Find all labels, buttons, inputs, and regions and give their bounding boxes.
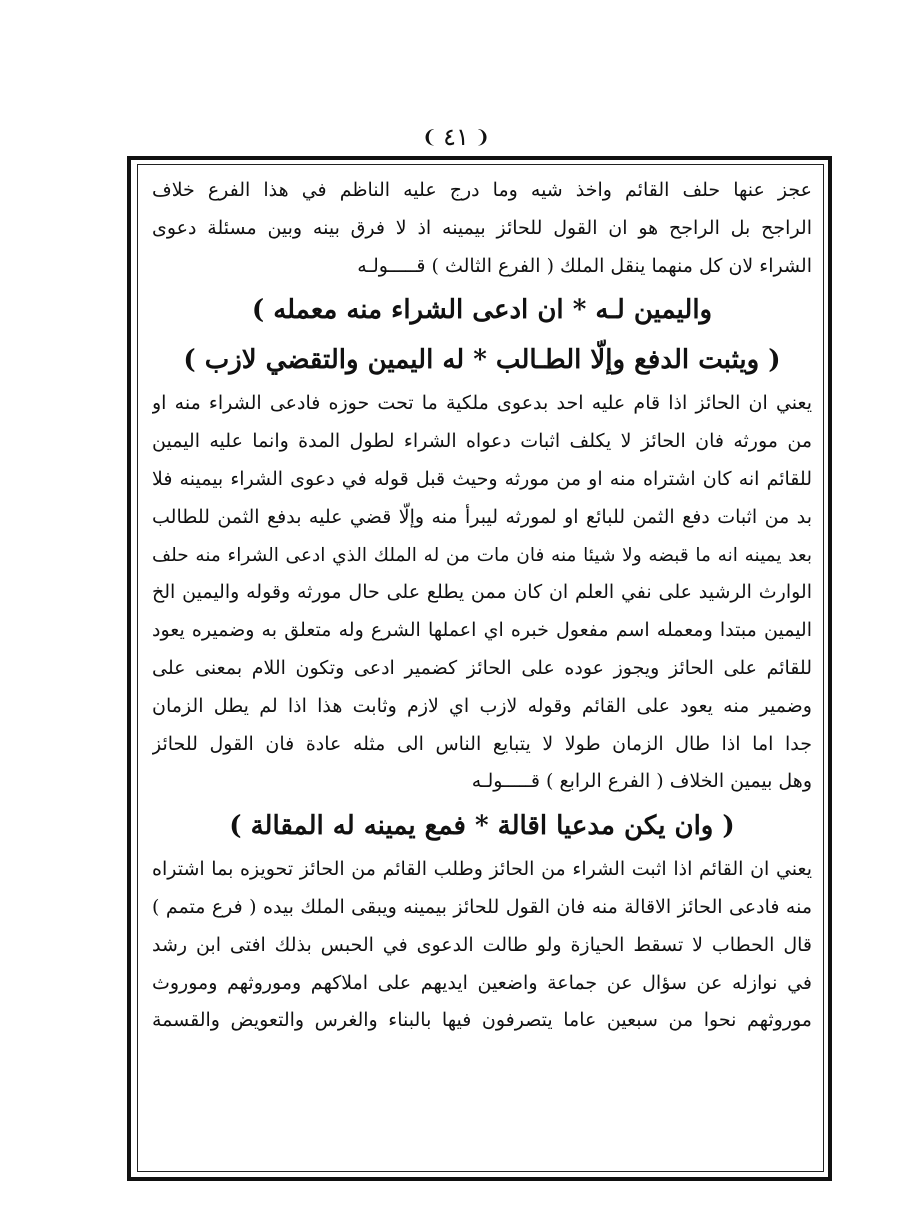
body-line: من مورثه فان الحائز لا يكلف اثبات دعواه الشراء لطول المدة وانما عليه اليمين [152, 430, 812, 453]
body-line: للقائم على الحائز ويجوز عوده على الحائز كضمير ادعى وتكون اللام بمعنى على [152, 656, 812, 679]
body-line: قال الحطاب لا تسقط الحيازة ولو طالت الدعوى في الحبس بذلك افتى ابن رشد [152, 933, 812, 956]
page-body [152, 172, 812, 1172]
page-number [401, 117, 511, 157]
body-line: بد من اثبات دفع الثمن للبائع او لمورثه ليبرأ منه وإلّا قضي عليه بدفع الثمن للطالب [152, 505, 812, 528]
verse-line: واليمين لـه * ان ادعى الشراء منه معمله ) [251, 295, 713, 326]
page-number-value: ٤١ [443, 123, 469, 151]
verse-line: ( وان يكن مدعيا اقالة * فمع يمينه له المقالة ) [229, 811, 735, 842]
verse-line: ( ويثبت الدفع وإلّا الطـالب * له اليمين والتقضي لازب ) [183, 345, 781, 376]
body-line: للقائم انه كان اشتراه منه او من مورثه وحيث قبل قوله في دعوى الشراء بيمينه فلا [152, 467, 812, 490]
body-line: يعني ان القائم اذا اثبت الشراء من الحائز وطلب القائم من الحائز تحويزه بما اشتراه [152, 858, 812, 881]
body-line: عجز عنها حلف القائم واخذ شيه وما درج عليه الناظم في هذا الفرع خلاف [152, 179, 812, 201]
body-line: بعد يمينه انه ما قبضه ولا شيئا منه فان مات من له الملك الذي ادعى الشراء منه حلف [152, 544, 812, 566]
body-line: موروثهم نحوا من سبعين عاما يتصرفون فيها بالبناء والغرس والتعويض والقسمة [152, 1009, 812, 1032]
body-line: منه فادعى الحائز الاقالة منه فان القول للحائز بيمينه ويبقى الملك بيده ( فرع متمم ) [152, 895, 812, 918]
body-line: اليمين مبتدا ومعمله اسم مفعول خبره اي اعملها الشرع وله متعلق به وضميره يعود [152, 619, 812, 642]
page-number-ornament-left: ❩ [422, 126, 438, 148]
body-line: يعني ان الحائز اذا قام عليه احد بدعوى ملكية ما تحت حوزه فادعى الشراء منه او [152, 392, 812, 415]
body-line: وضمير منه يعود على القائم وقوله لازب اي لازم وثابت هذا اذا لم يطل الزمان [152, 694, 812, 717]
page-number-ornament-right: ❨ [474, 126, 490, 148]
body-line: الشراء لان كل منهما ينقل الملك ( الفرع الثالث ) قـــــولـه [357, 254, 812, 277]
body-line: في نوازله عن سؤال عن جماعة واضعين ايديهم على املاكهم وموروثهم وموروث [152, 971, 812, 994]
body-line: الراجح بل الراجح هو ان القول للحائز بيمينه اذ لا فرق بينه وبين مسئلة دعوى [152, 216, 812, 239]
body-line: الوارث الرشيد على نفي العلم ان كان ممن يطلع على حال مورثه وقوله واليمين الخ [152, 581, 812, 604]
body-line: جدا اما اذا طال الزمان طولا لا يتبايع الناس الى مثله عادة فان القول للحائز [152, 732, 812, 755]
body-line: وهل بيمين الخلاف ( الفرع الرابع ) قـــــولـه [471, 770, 812, 793]
